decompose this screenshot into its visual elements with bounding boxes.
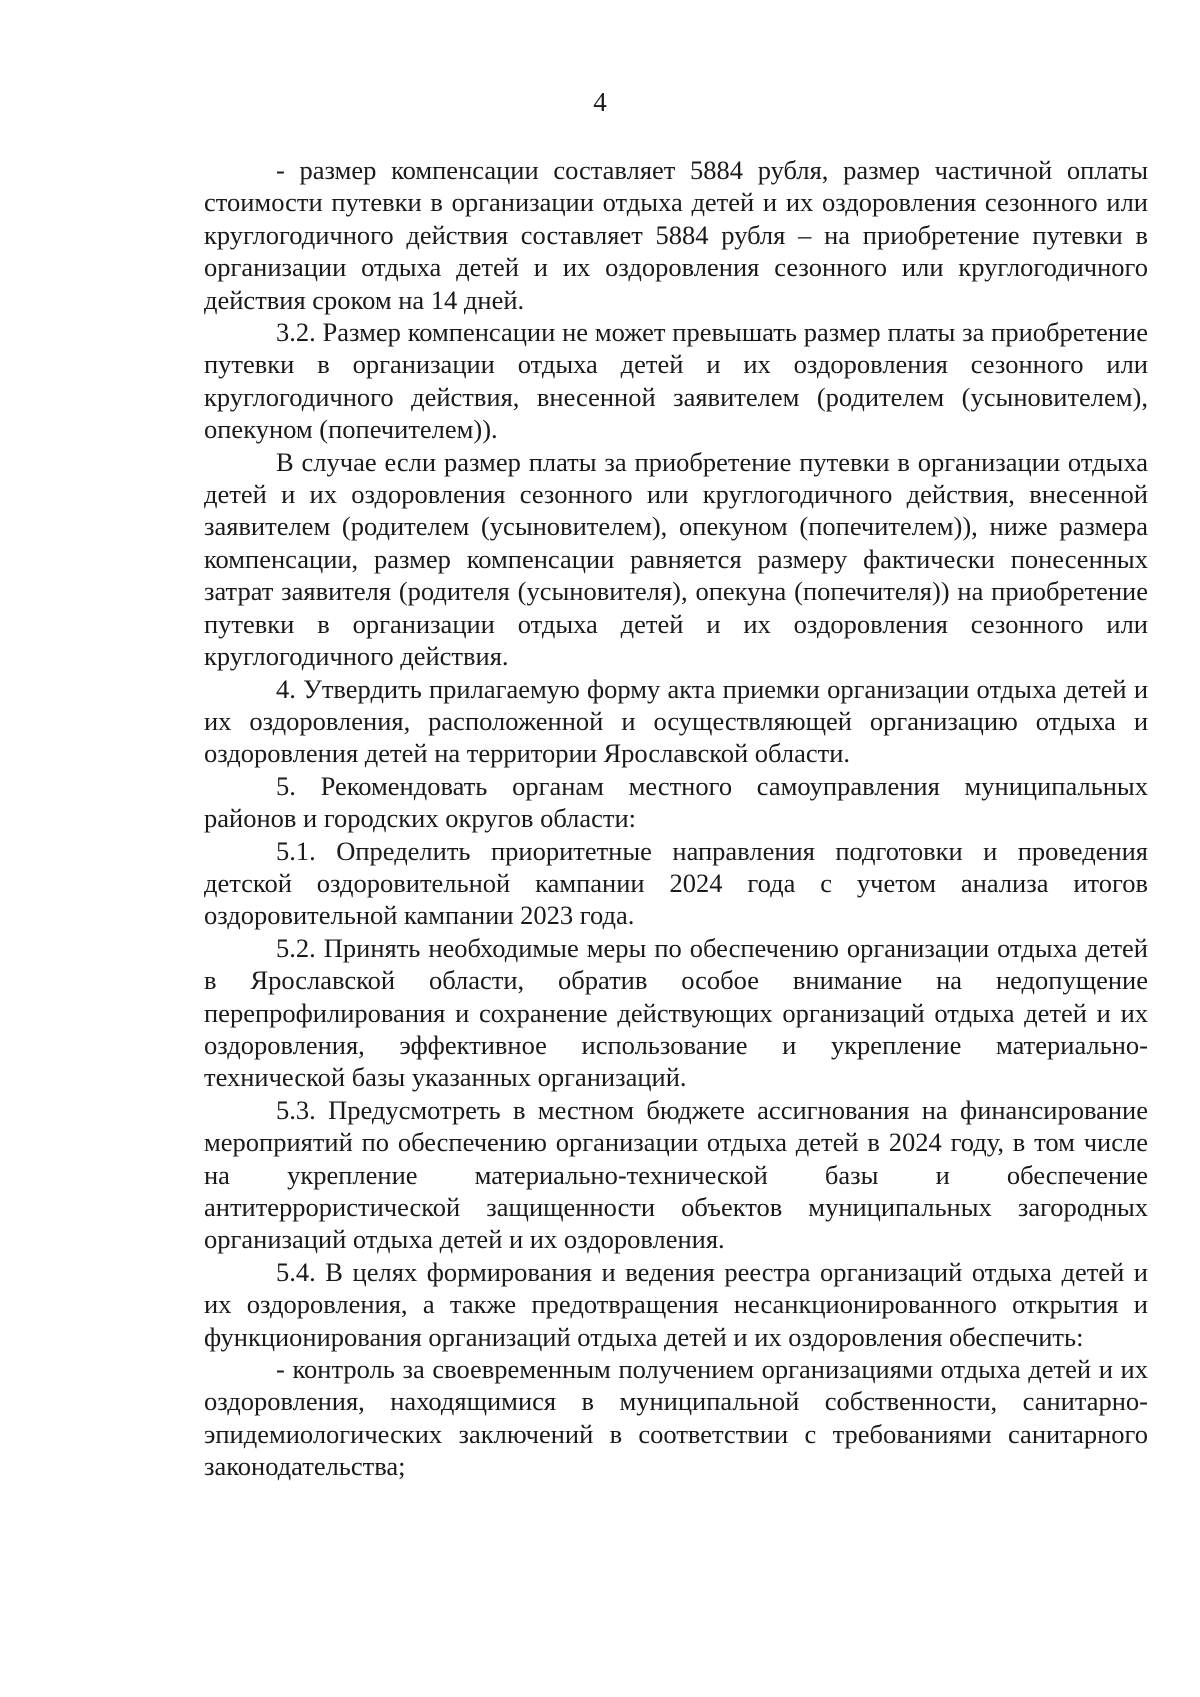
paragraph-5-4: 5.4. В целях формирования и ведения реестра организаций отдыха детей и их оздоровления, а также предотвращения несанкционированного открытия и функционирования организаций отдыха детей и их оздоровления обеспечить: bbox=[204, 1256, 1148, 1352]
paragraph-5-1: 5.1. Определить приоритетные направления подготовки и проведения детской оздоровительной кампании 2024 года с учетом анализа итогов оздоровительной кампании 2023 года. bbox=[204, 835, 1148, 931]
paragraph-5-2: 5.2. Принять необходимые меры по обеспечению организации отдыха детей в Ярославской области, обратив особое внимание на недопущение перепрофилирования и сохранение действующих организаций отдыха детей и их оздоровления, эффективное использование и укрепление материально-технической базы указанных организаций. bbox=[204, 932, 1148, 1093]
paragraph-compensation-lower: В случае если размер платы за приобретение путевки в организации отдыха детей и их оздоровления сезонного или круглогодичного действия, внесенной заявителем (родителем (усыновителем), опекуном (попечителем)), ниже размера компенсации, размер компенсации равняется размеру фактически понесенных затрат заявителя (родителя (усыновителя), опекуна (попечителя)) на приобретение путевки в организации отдыха детей и их оздоровления сезонного или круглогодичного действия. bbox=[204, 446, 1148, 672]
paragraph-compensation-amount: - размер компенсации составляет 5884 рубля, размер частичной оплаты стоимости путевки в организации отдыха детей и их оздоровления сезонного или круглогодичного действия составляет 5884 рубля – на приобретение путевки в организации отдыха детей и их оздоровления сезонного или круглогодичного действия сроком на 14 дней. bbox=[204, 155, 1148, 315]
paragraph-3-2: 3.2. Размер компенсации не может превышать размер платы за приобретение путевки в организации отдыха детей и их оздоровления сезонного или круглогодичного действия, внесенной заявителем (родителем (усыновителем), опекуном (попечителем)). bbox=[204, 317, 1148, 445]
page-number: 4 bbox=[593, 87, 607, 117]
paragraph-4: 4. Утвердить прилагаемую форму акта приемки организации отдыха детей и их оздоровления, расположенной и осуществляющей организацию отдыха и оздоровления детей на территории Ярославской области. bbox=[204, 673, 1148, 769]
paragraph-5-3: 5.3. Предусмотреть в местном бюджете ассигнования на финансирование мероприятий по обеспечению организации отдыха детей в 2024 году, в том числе на укрепление материально-технической базы и обеспечение антитеррористической защищенности объектов муниципальных загородных организаций отдыха детей и их оздоровления. bbox=[204, 1094, 1148, 1255]
document-body bbox=[204, 154, 1148, 1483]
paragraph-control: - контроль за своевременным получением организациями отдыха детей и их оздоровления, находящимися в муниципальной собственности, санитарно-эпидемиологических заключений в соответствии с требованиями санитарного законодательства; bbox=[204, 1354, 1148, 1482]
paragraph-5: 5. Рекомендовать органам местного самоуправления муниципальных районов и городских округов области: bbox=[204, 770, 1148, 834]
